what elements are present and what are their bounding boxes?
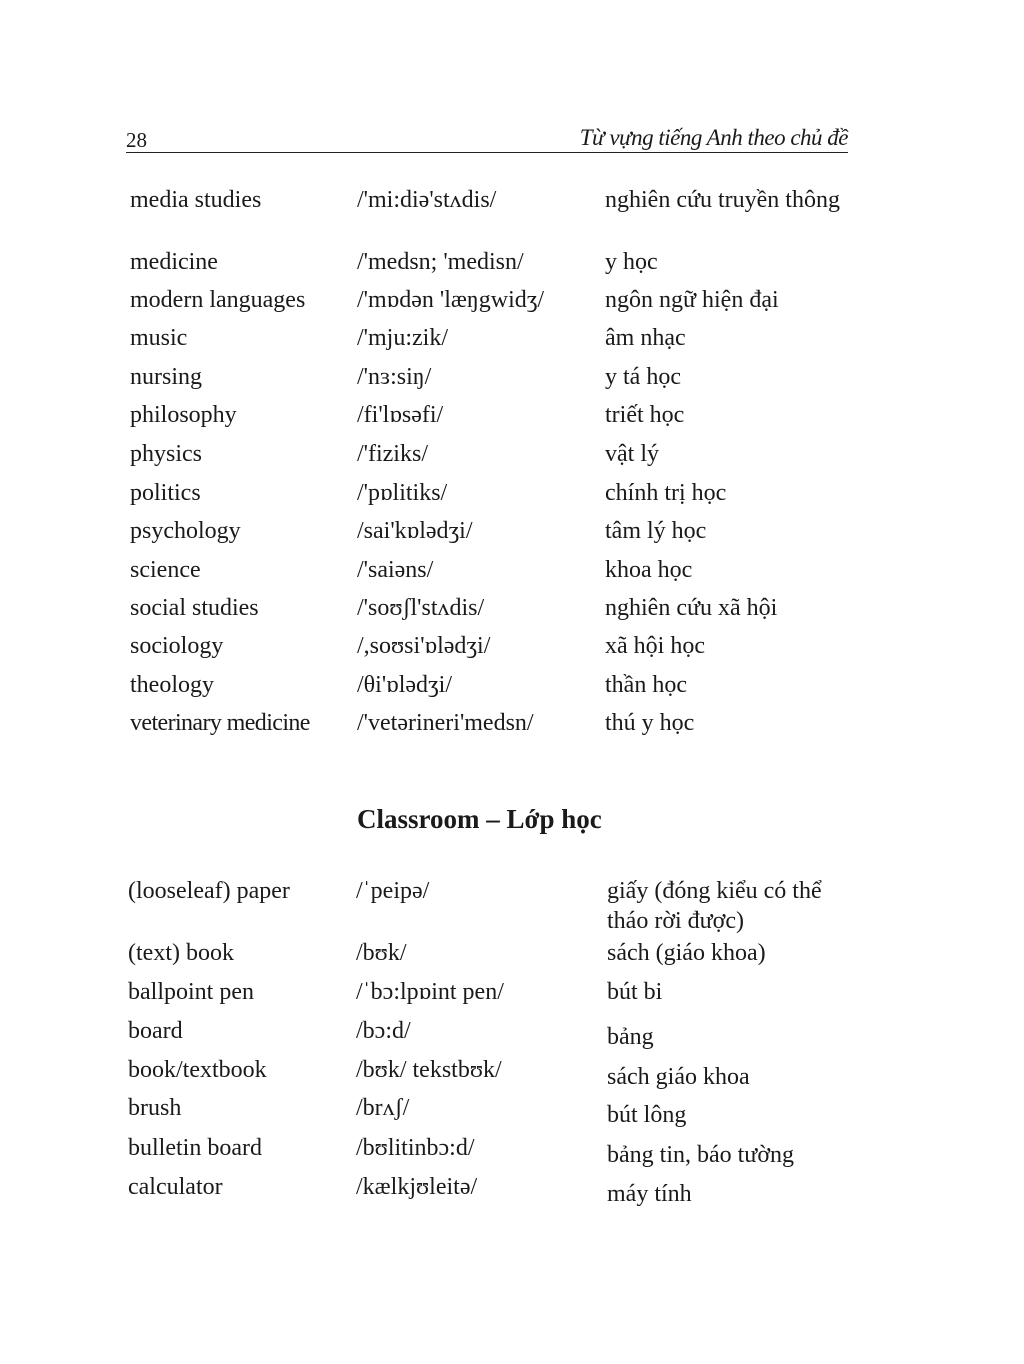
page-number: 28: [126, 128, 147, 152]
vocab-meaning: bút bi: [607, 979, 663, 1005]
vocab-meaning: chính trị học: [605, 480, 727, 506]
vocab-meaning: tâm lý học: [605, 518, 707, 544]
vocab-meaning: máy tính: [607, 1181, 692, 1207]
vocab-ipa: /bʊk/: [356, 940, 407, 966]
vocab-term: calculator: [128, 1174, 223, 1200]
vocab-ipa: /ˈpeipə/: [356, 878, 430, 904]
vocab-term: philosophy: [130, 402, 237, 428]
vocab-ipa: /'fiziks/: [357, 441, 428, 467]
section-heading-classroom: Classroom – Lớp học: [357, 804, 602, 834]
vocab-ipa: /'vetərineri'medsn/: [357, 710, 534, 736]
vocab-ipa: /fi'lɒsəfi/: [357, 402, 444, 428]
vocab-ipa: /'soʊʃl'stʌdis/: [357, 595, 485, 621]
vocab-term: (looseleaf) paper: [128, 878, 290, 904]
vocab-ipa: /'medsn; 'medisn/: [357, 249, 524, 275]
vocab-meaning: khoa học: [605, 557, 693, 583]
vocab-meaning: thần học: [605, 672, 687, 698]
vocab-meaning: bảng: [607, 1024, 654, 1050]
vocab-term: politics: [130, 480, 201, 506]
vocab-meaning: sách giáo khoa: [607, 1064, 750, 1090]
vocab-term: psychology: [130, 518, 241, 544]
vocab-meaning: y tá học: [605, 364, 681, 390]
vocab-ipa: /ˈbɔ:lpɒint pen/: [356, 979, 504, 1005]
vocab-meaning: nghiên cứu xã hội: [605, 595, 778, 621]
vocab-ipa: /kælkjʊleitə/: [356, 1174, 478, 1200]
vocab-ipa: /'saiəns/: [357, 557, 434, 583]
vocab-term: veterinary medicine: [130, 710, 310, 736]
vocab-term: media studies: [130, 187, 262, 213]
vocab-ipa: /θi'ɒlədʒi/: [357, 672, 453, 698]
vocab-term: bulletin board: [128, 1135, 262, 1161]
vocab-meaning: vật lý: [605, 441, 659, 467]
vocab-ipa: /bɔ:d/: [356, 1018, 411, 1044]
vocab-term: music: [130, 325, 188, 351]
vocab-meaning: triết học: [605, 402, 685, 428]
vocab-term: ballpoint pen: [128, 979, 254, 1005]
vocab-ipa: /'pɒlitiks/: [357, 480, 448, 506]
vocab-term: modern languages: [130, 287, 306, 313]
vocab-term: sociology: [130, 633, 224, 659]
vocab-ipa: /brʌʃ/: [356, 1095, 410, 1121]
vocab-term: physics: [130, 441, 202, 467]
vocab-term: (text) book: [128, 940, 234, 966]
vocab-meaning: bút lông: [607, 1102, 687, 1128]
vocab-term: social studies: [130, 595, 259, 621]
vocab-ipa: /bʊlitinbɔ:d/: [356, 1135, 475, 1161]
vocab-term: nursing: [130, 364, 202, 390]
vocab-meaning: bảng tin, báo tường: [607, 1142, 795, 1168]
vocab-meaning: nghiên cứu truyền thông: [605, 187, 840, 213]
running-title: Từ vựng tiếng Anh theo chủ đề: [579, 125, 848, 150]
vocab-term: science: [130, 557, 201, 583]
vocab-term: book/textbook: [128, 1057, 267, 1083]
vocab-ipa: /,soʊsi'ɒlədʒi/: [357, 633, 491, 659]
vocab-ipa: /'mɒdən 'læŋgwidʒ/: [357, 287, 545, 313]
vocab-ipa: /bʊk/ tekstbʊk/: [356, 1057, 502, 1083]
page-header: [126, 118, 848, 153]
vocab-ipa: /sai'kɒlədʒi/: [357, 518, 473, 544]
vocab-term: theology: [130, 672, 214, 698]
vocab-ipa: /'mi:diə'stʌdis/: [357, 187, 497, 213]
vocab-meaning: âm nhạc: [605, 325, 686, 351]
vocab-meaning: thú y học: [605, 710, 695, 736]
vocab-meaning: sách (giáo khoa): [607, 940, 766, 966]
vocab-ipa: /'mju:zik/: [357, 325, 448, 351]
vocab-term: brush: [128, 1095, 182, 1121]
vocab-term: medicine: [130, 249, 218, 275]
vocab-ipa: /'nɜ:siŋ/: [357, 364, 432, 390]
vocab-meaning: ngôn ngữ hiện đại: [605, 287, 779, 313]
vocab-meaning: xã hội học: [605, 633, 705, 659]
vocab-meaning: giấy (đóng kiểu có thể tháo rời được): [607, 878, 822, 934]
vocab-term: board: [128, 1018, 183, 1044]
vocab-meaning: y học: [605, 249, 658, 275]
